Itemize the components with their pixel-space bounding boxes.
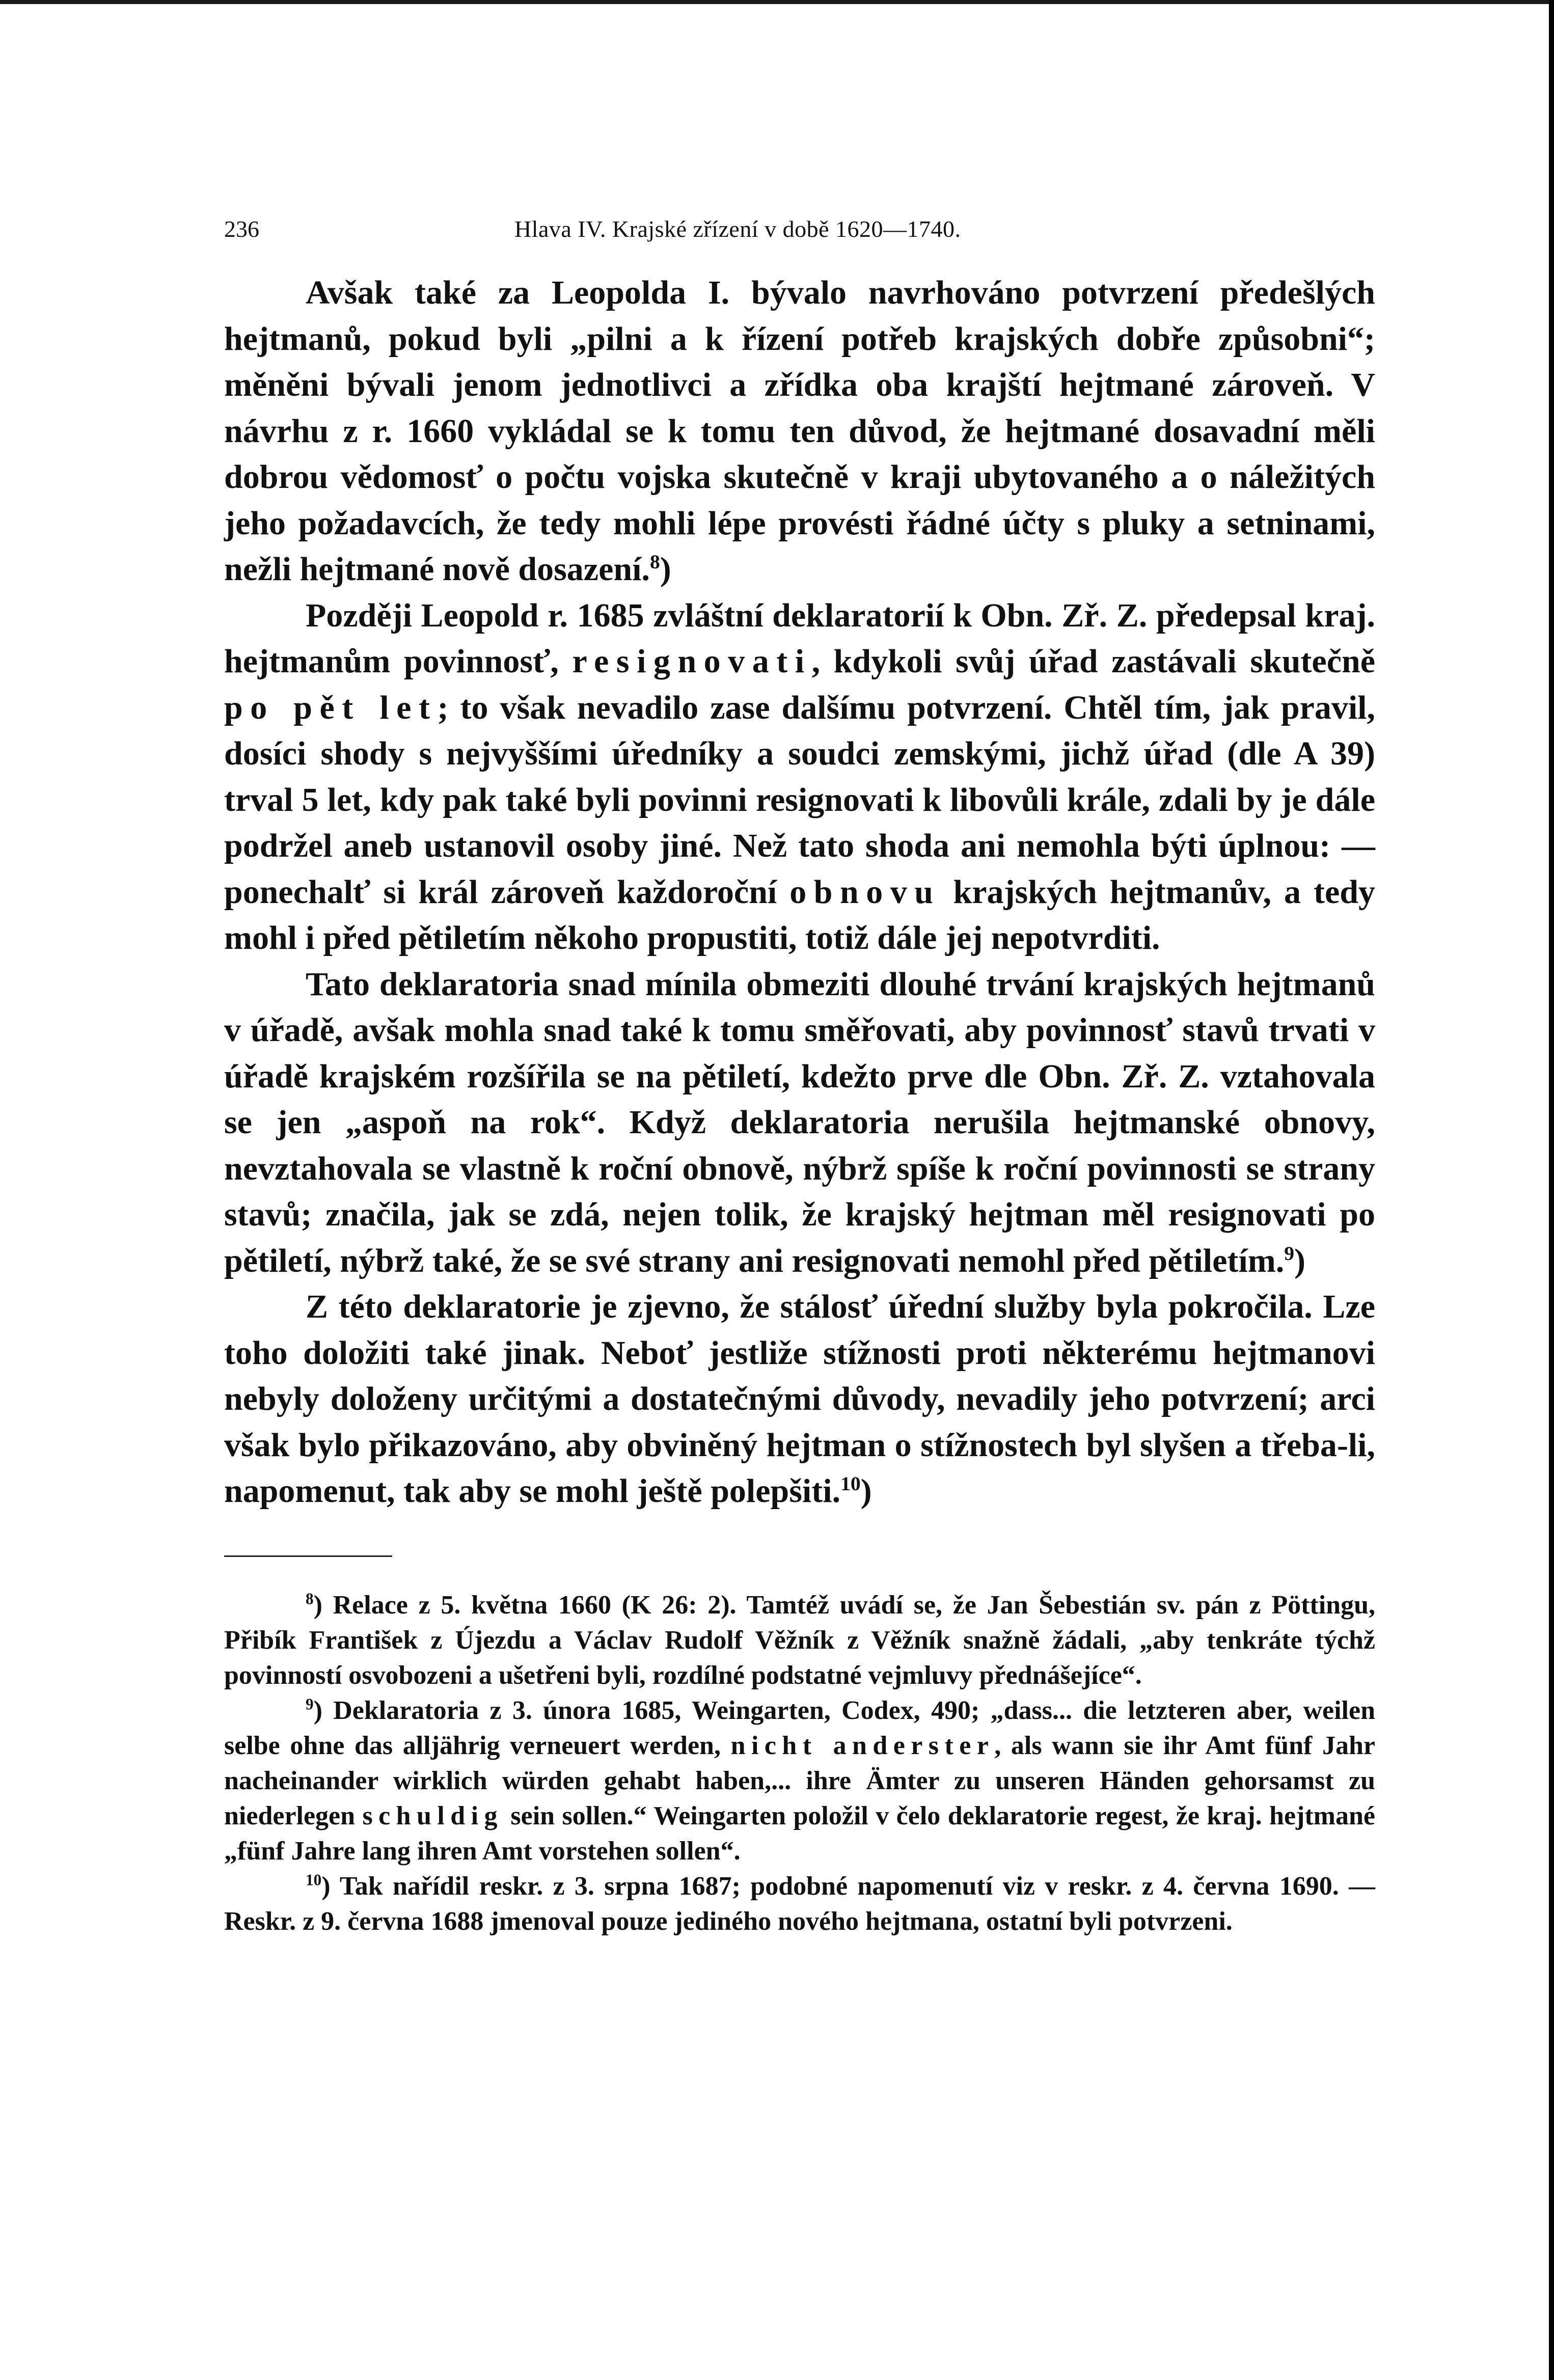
page	[224, 214, 1375, 1939]
footnote-9-text-c: sein sollen.“ Weingarten položil v čelo deklaratorie regest, že kraj. hejtmané „fünf Jahre lang ihren Amt vorstehen sollen“.	[224, 1801, 1376, 1866]
footnote-9-number: 9	[306, 1695, 314, 1713]
paragraph-2-text-a: Později Leopold r. 1685 zvláštní deklaratorií k Obn. Zř. Z. předepsal kraj. hejtmanům povinnosť,	[224, 596, 1375, 680]
paragraph-3	[224, 962, 1375, 1284]
paragraph-3-text: Tato deklaratoria snad mínila obmeziti dlouhé trvání krajských hejtmanů v úřadě, avšak mohla snad také k tomu směřovati, aby povinnosť stavů trvati v úřadě krajském rozšířila se na pětiletí, kdežto prve dle Obn. Zř. Z. vztahovala se jen „aspoň na rok“. Když deklaratoria nerušila hejtmanské obnovy, nevztahovala se vlastně k roční obnově, nýbrž spíše k roční povinnosti se strany stavů; značila, jak se zdá, nejen tolik, že krajský hejtman měl resignovati po pětiletí, nýbrž také, že se své strany ani resignovati nemohl před pětiletím.	[224, 965, 1375, 1279]
emphasis-schuldig: schuldig	[362, 1801, 503, 1830]
page-header	[224, 214, 1375, 270]
footnote-10-number: 10	[306, 1871, 322, 1889]
footnote-divider	[224, 1555, 392, 1557]
paragraph-3-end: )	[1294, 1242, 1305, 1279]
emphasis-pet-let: po pět let	[224, 689, 438, 726]
paragraph-1-end: )	[660, 551, 671, 588]
footnote-9-text-a: ) Deklaratoria z 3. února 1685, Weingarten, Codex, 490; „dass... die letzteren aber, weilen selbe ohne das alljährig verneuert werden,	[224, 1695, 1375, 1760]
paragraph-1-text: Avšak také za Leopolda I. bývalo navrhováno potvrzení předešlých hejtmanů, pokud byli „pilni a k řízení potřeb krajských dobře způsobni“; měněni bývali jenom jednotlivci a zřídka oba krajští hejtmané zároveň. V návrhu z r. 1660 vykládal se k tomu ten důvod, že hejtmané dosavadní měli dobrou vědomosť o počtu vojska skutečně v kraji ubytovaného a o náležitých jeho požadavcích, že tedy mohli lépe provésti řádné účty s pluky a setninami, nežli hejtmané nově dosazení.	[224, 274, 1375, 588]
footnote-8-text: ) Relace z 5. května 1660 (K 26: 2). Tamtéž uvádí se, že Jan Šebestián sv. pán z Pöttingu, Přibík František z Újezdu a Václav Rudolf Věžník z Věžník snažně žádali, „aby tenkráte týchž povinností osvobozeni a ušetřeni byli, rozdílné podstatné vejmluvy přednášejíce“.	[224, 1590, 1375, 1690]
page-number: 236	[224, 216, 259, 242]
scan-border-top	[0, 0, 1554, 4]
emphasis-nicht-anderster: nicht anderster	[730, 1731, 995, 1760]
running-title: Hlava IV. Krajské zřízení v době 1620—1740.	[514, 216, 961, 242]
emphasis-resignovati: resignovati	[572, 643, 812, 680]
paragraph-2-text-d: krajských hejtmanův, a tedy mohl i před pětiletím někoho propustiti, totiž dále jej nepotvrditi.	[224, 873, 1375, 956]
scan-border-right	[1549, 0, 1554, 2380]
paragraph-4-end: )	[860, 1472, 872, 1510]
paragraph-4-text: Z této deklaratorie je zjevno, že stálosť úřední služby byla pokročila. Lze toho doložiti také jinak. Neboť jestliže stížnosti proti některému hejtmanovi nebyly doloženy určitými a dostatečnými důvody, nevadily jeho potvrzení; arci však bylo přikazováno, aby obviněný hejtman o stížnostech byl slyšen a třeba-li, napomenut, tak aby se mohl ještě polepšiti.	[224, 1288, 1375, 1510]
footnote-ref-10[interactable]: 10	[840, 1472, 861, 1495]
footnote-ref-9[interactable]: 9	[1284, 1242, 1294, 1265]
emphasis-obnovu: obnovu	[789, 873, 941, 911]
paragraph-2	[224, 593, 1375, 962]
paragraph-2-text-b: , kdykoli svůj úřad zastávali skutečně	[811, 643, 1375, 680]
main-text	[224, 270, 1375, 1515]
footnote-10-text: ) Tak nařídil reskr. z 3. srpna 1687; podobné napomenutí viz v reskr. z 4. června 1690. — Reskr. z 9. června 1688 jmenoval pouze jediného nového hejtmana, ostatní byli potvrzeni.	[224, 1871, 1375, 1936]
paragraph-4	[224, 1284, 1375, 1515]
footnote-10	[224, 1869, 1375, 1939]
footnote-8	[224, 1588, 1375, 1693]
footnote-9	[224, 1693, 1375, 1869]
footnotes	[224, 1588, 1375, 1939]
paragraph-1	[224, 270, 1375, 593]
footnote-9-text-b: , als wann sie ihr Amt fünf Jahr nacheinander wirklich würden gehabt haben,... ihre Ämter zu unseren Händen gehorsamst zu niederlegen	[224, 1731, 1376, 1830]
footnote-ref-8[interactable]: 8	[649, 551, 660, 573]
paragraph-2-text-c: ; to však nevadilo zase dalšímu potvrzení. Chtěl tím, jak pravil, dosíci shody s nejvyššími úředníky a soudci zemskými, jichž úřad (dle A 39) trval 5 let, kdy pak také byli povinni resignovati k libovůli krále, zdali by je dále podržel aneb ustanovil osoby jiné. Než tato shoda ani nemohla býti úplnou: — ponechalť si král zároveň každoroční	[224, 689, 1375, 911]
footnote-8-number: 8	[306, 1590, 314, 1608]
